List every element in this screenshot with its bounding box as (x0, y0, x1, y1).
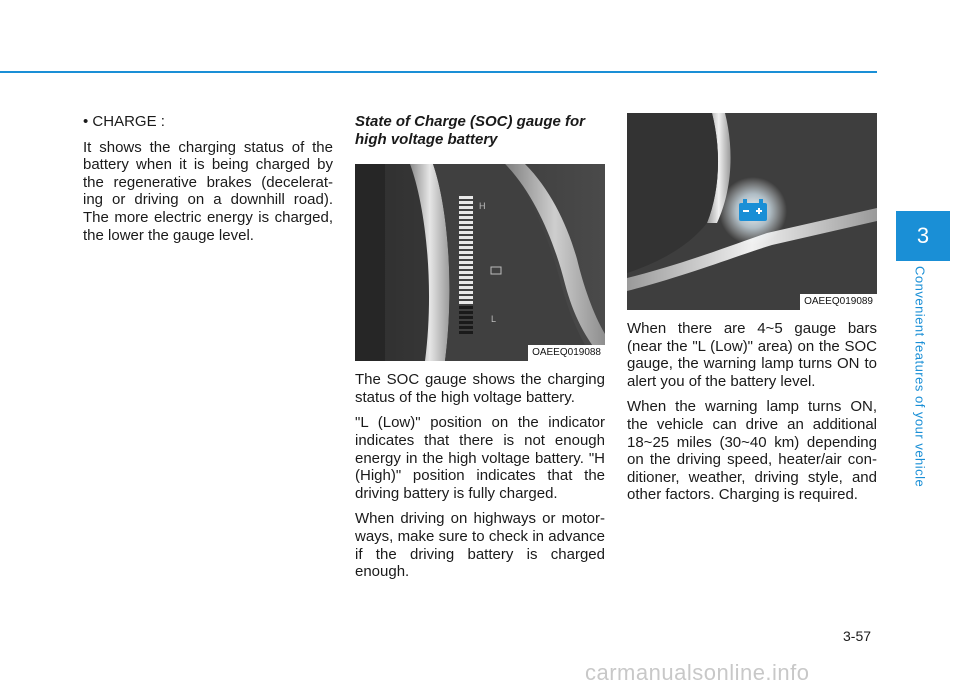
gauge-label-low: L (491, 314, 497, 325)
column-1 (83, 113, 333, 252)
chapter-tab: 3 (896, 211, 950, 261)
chapter-title-text: Convenient features of your vehicle (912, 266, 928, 488)
figure-code: OAEEQ019088 (528, 345, 605, 361)
header-rule (0, 71, 877, 73)
soc-gauge-figure (355, 164, 605, 361)
soc-para-2: "L (Low)" position on the indicator indicates that there is not enough energy in the high voltage battery. "H (High)" position indicates that the driving battery is fully charged. (355, 414, 605, 502)
column-2 (355, 113, 605, 589)
charge-description: It shows the charging status of the battery when it is being charged by the regenerative brakes (decelerat-ing or driving on a downhill road). The more electric energy is charged, the lower the gauge level. (83, 138, 333, 244)
soc-gauge-illustration (355, 164, 605, 361)
watermark: carmanualsonline.info (585, 660, 810, 685)
gauge-label-high: H (479, 201, 486, 212)
warning-lamp-illustration (627, 113, 877, 310)
figure-code: OAEEQ019089 (800, 294, 877, 310)
bullet-charge: • CHARGE : (83, 113, 165, 130)
soc-para-1: The SOC gauge shows the charging status of the high voltage battery. (355, 371, 605, 406)
chapter-title (910, 266, 930, 496)
soc-para-3: When driving on highways or motor-ways, make sure to check in advance if the driving battery is charged enough. (355, 510, 605, 581)
warning-para-1: When there are 4~5 gauge bars (near the "L (Low)" area) on the SOC gauge, the warning lamp turns ON to alert you of the battery level. (627, 320, 877, 390)
column-3 (627, 113, 877, 512)
warning-para-2: When the warning lamp turns ON, the vehicle can drive an additional 18~25 miles (30~40 km) depending on the driving speed, heater/air con-ditioner, weather, driving style, and other factors. Charging is required. (627, 398, 877, 504)
warning-lamp-figure (627, 113, 877, 310)
page-number: 3-57 (843, 628, 872, 644)
section-heading: State of Charge (SOC) gauge for high voltage battery (355, 113, 586, 148)
